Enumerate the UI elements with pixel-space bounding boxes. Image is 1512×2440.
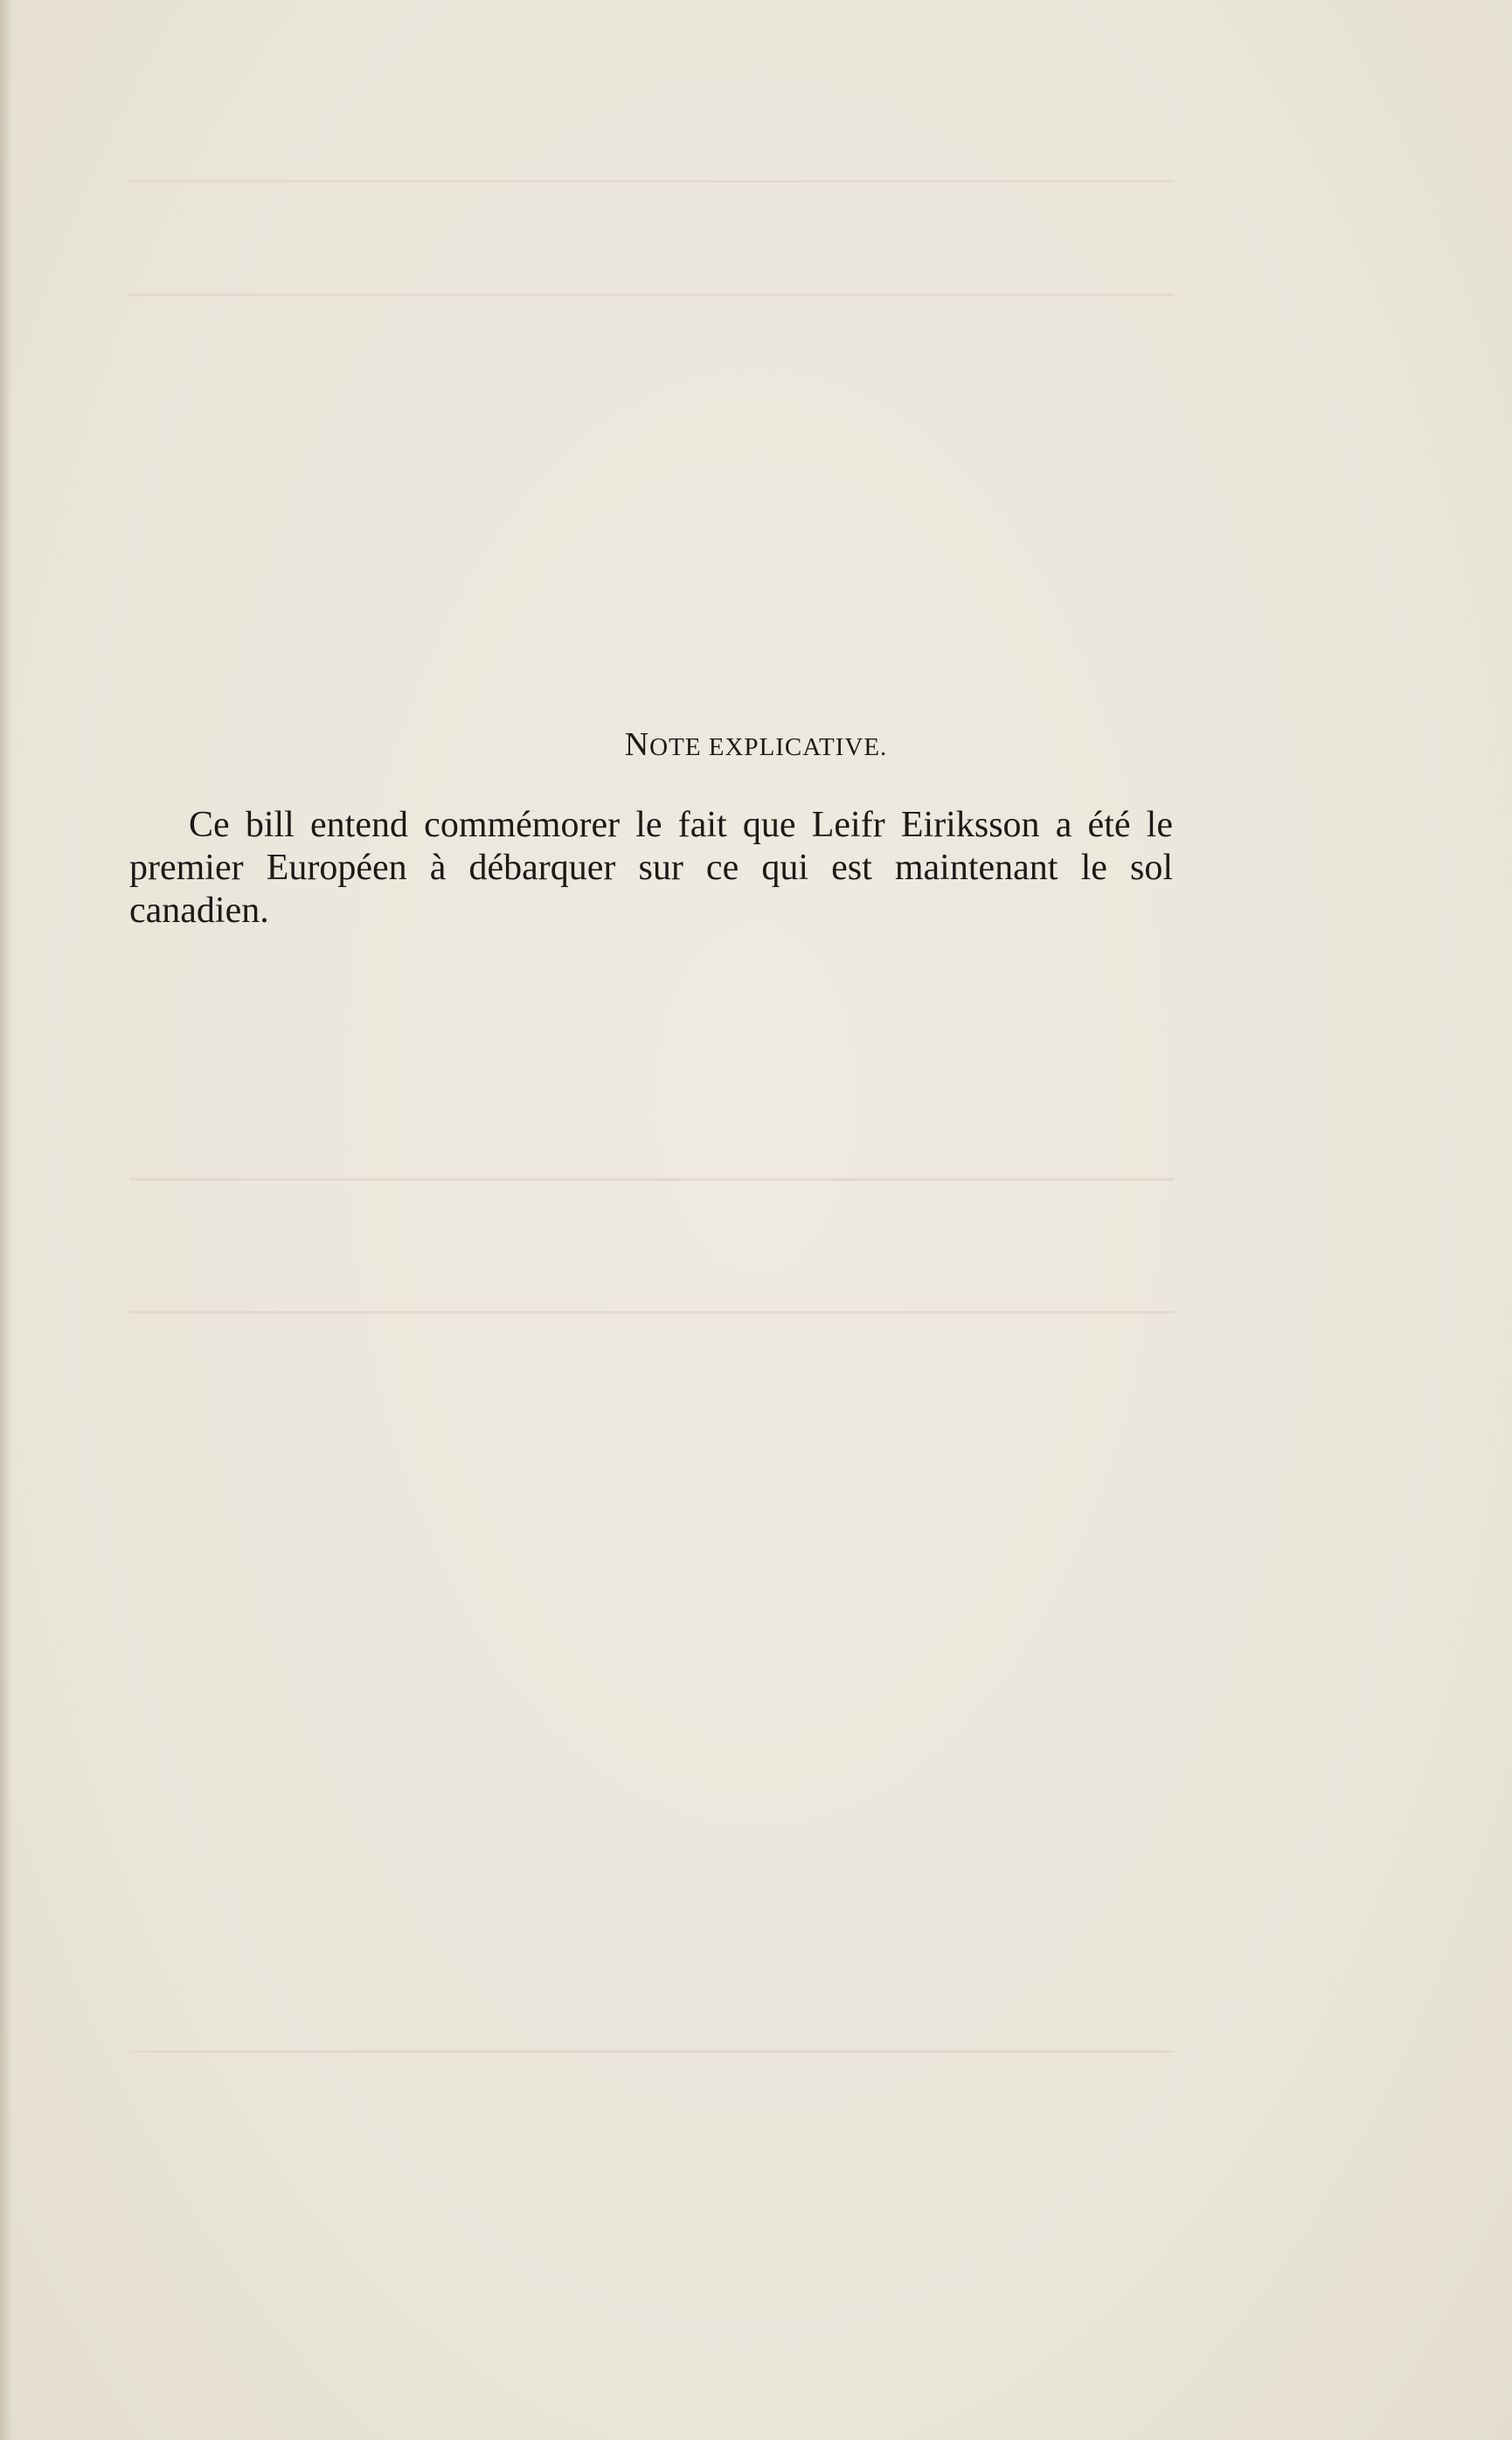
ghost-rule-1: [129, 180, 1175, 183]
ghost-rule-4: [129, 1311, 1175, 1314]
ghost-rule-3: [129, 1178, 1175, 1181]
heading-initial: N: [624, 726, 650, 763]
explanatory-note-text: Ce bill entend commémorer le fait que Leifr Eiriksson a été le premier Européen à débarquer sur ce qui est maintenant le sol canadien.: [129, 805, 1173, 931]
heading-rest: OTE EXPLICATIVE.: [649, 733, 888, 761]
page-edge-shadow: [0, 0, 12, 2440]
ghost-rule-5: [129, 2050, 1175, 2053]
ghost-rule-2: [129, 294, 1175, 296]
explanatory-note-heading: [0, 725, 1512, 764]
